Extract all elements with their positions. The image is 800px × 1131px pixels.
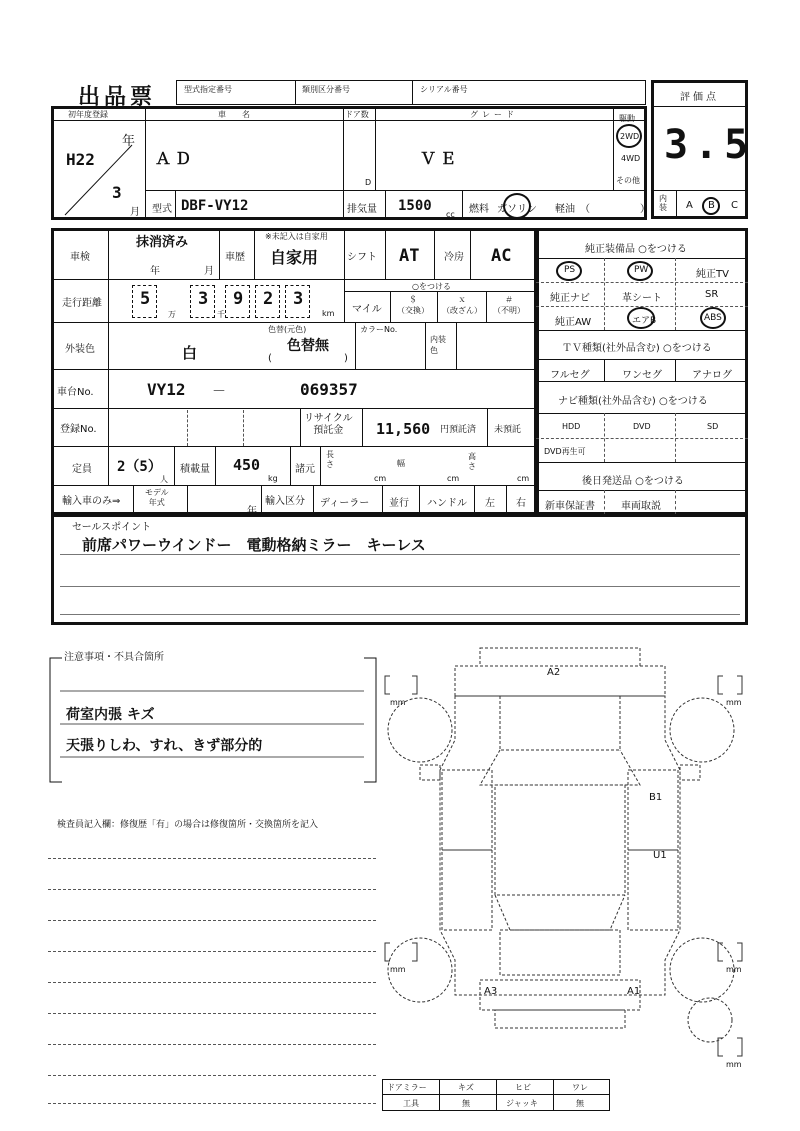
later-title: 後日発送品 ○をつける <box>582 476 684 487</box>
capacity-label: 定員 <box>72 464 92 475</box>
car-name-label: 車 名 <box>218 110 250 119</box>
mark-a3: A3 <box>484 986 498 997</box>
odo-unknown: ＃ （不明） <box>493 295 525 315</box>
drive-other: その他 <box>616 176 640 185</box>
width-label: 幅 <box>397 459 405 468</box>
mileage-digit-4: 2 <box>263 289 274 309</box>
capacity-value: 2（5） <box>117 459 162 475</box>
inspector-lines <box>48 855 378 1105</box>
equipment-title: 純正装備品 ○をつける <box>585 244 687 255</box>
mileage-digit-2: 3 <box>198 289 209 309</box>
equip-ps-circle <box>556 261 582 281</box>
month-unit: 月 <box>130 207 140 218</box>
navi-hdd: HDD <box>562 422 581 431</box>
cc-unit: cc <box>446 210 455 219</box>
tv-oneseg: ワンセグ <box>622 370 662 381</box>
mileage-digits <box>110 281 342 321</box>
serial-label: シリアル番号 <box>420 85 468 94</box>
mileage-digit-5: 3 <box>293 289 304 309</box>
int-color-label: 内装 色 <box>430 335 446 355</box>
dims-label: 諸元 <box>295 464 315 475</box>
drive-4wd: 4WD <box>621 154 641 163</box>
mark-b1: B1 <box>649 792 663 803</box>
import-cat-label: 輸入区分 <box>265 496 305 507</box>
shift-value: AT <box>399 246 420 266</box>
year-unit: 年 <box>122 134 136 149</box>
date-slash <box>60 140 140 220</box>
model-type: DBF-VY12 <box>181 198 249 214</box>
sales-text: 前席パワーウインドー 電動格納ミラー キーレス <box>82 536 426 554</box>
odo-mile: マイル <box>352 304 382 315</box>
equip-abs-circle <box>700 307 726 329</box>
height-label: 高 さ <box>468 452 476 471</box>
inspection-month-unit: 月 <box>204 266 214 277</box>
notes-line1: 荷室内張 キズ <box>66 707 155 723</box>
inspection-value: 抹消済み <box>136 235 189 250</box>
doors-label: ドア数 <box>345 110 369 119</box>
handle-right: 右 <box>516 498 526 509</box>
model-year-label: モデル 年式 <box>145 488 169 507</box>
door-d: D <box>365 178 372 187</box>
recycle-not: 未預託 <box>494 425 522 435</box>
chassis-label: 車台No. <box>57 387 94 398</box>
later-warranty: 新車保証書 <box>545 501 595 512</box>
color-change-value: 色替無 <box>287 338 329 354</box>
mileage-digit-3: 9 <box>233 289 244 309</box>
navi-sd: SD <box>707 422 719 431</box>
model-type-label: 型式 <box>152 204 172 215</box>
mm-spare: mm <box>726 1060 742 1069</box>
ext-color-label: 外装色 <box>65 344 95 355</box>
shift-label: シフト <box>347 252 377 263</box>
width-cm: cm <box>447 474 460 483</box>
import-parallel: 並行 <box>389 498 409 509</box>
interior-label: 内装 <box>659 194 667 212</box>
inspector-label: 検査員記入欄：修復歴「有」の場合は修復箇所・交換箇所を記入 <box>57 820 319 830</box>
displacement: 1500 <box>398 198 432 214</box>
grade-value: ＶＥ <box>420 149 461 168</box>
legend-r1: 工具 <box>403 1099 419 1108</box>
equip-abs: ABS <box>704 313 722 323</box>
reg-no-label: 登録No. <box>60 424 97 435</box>
load-label: 積載量 <box>180 464 210 475</box>
mark-a2: A2 <box>547 667 561 678</box>
length-cm: cm <box>374 474 387 483</box>
legend-h2: キズ <box>458 1083 474 1092</box>
sales-point-box <box>51 514 748 625</box>
recycle-value: 11,560 <box>376 420 431 438</box>
legend-r4: 無 <box>576 1099 584 1108</box>
inspection-year-unit: 年 <box>150 266 160 277</box>
mm-front-left: mm <box>390 698 406 707</box>
odo-circle-note: ○をつける <box>412 282 451 291</box>
fuel-diesel: 軽油 <box>555 204 575 215</box>
legend-h3: ヒビ <box>515 1083 531 1092</box>
chassis-no: 069357 <box>300 380 358 399</box>
history-label: 車歴 <box>225 252 245 263</box>
tv-analog: アナログ <box>692 370 732 381</box>
fuel-circle <box>503 193 531 219</box>
mm-rear-right: mm <box>726 965 742 974</box>
tv-title: ＴＶ種類(社外品含む) ○をつける <box>562 343 712 354</box>
legend-r3: ジャッキ <box>506 1099 538 1108</box>
notes-label: 注意事項・不具合箇所 <box>64 652 164 663</box>
category-label: 類別区分番号 <box>302 85 350 94</box>
inspection-label: 車検 <box>70 252 90 263</box>
first-reg-label: 初年度登録 <box>68 110 108 119</box>
equip-navi: 純正ナビ <box>550 293 590 304</box>
drive-2wd: 2WD <box>620 132 640 141</box>
color-no-label: カラーNo. <box>360 325 398 334</box>
car-name: ＡＤ <box>155 149 196 168</box>
first-reg-era: H22 <box>66 150 95 169</box>
chassis-dash: － <box>212 384 226 400</box>
import-dealer: ディーラー <box>320 498 370 509</box>
recycle-label: リサイクル 預託金 <box>304 413 353 436</box>
ac-value: AC <box>491 246 512 266</box>
height-cm: cm <box>517 474 530 483</box>
mm-rear-left: mm <box>390 965 406 974</box>
legend-r2: 無 <box>462 1099 470 1108</box>
mm-front-right: mm <box>726 698 742 707</box>
mark-a1: A1 <box>627 986 641 997</box>
km-unit: km <box>322 309 335 318</box>
equip-pw-circle <box>627 261 653 281</box>
navi-dvd-play: DVD再生可 <box>544 447 586 456</box>
drive-2wd-circle <box>616 124 642 148</box>
handle-left: 左 <box>485 498 495 509</box>
code-header-box <box>176 80 646 105</box>
load-unit: kg <box>268 474 278 483</box>
interior-a: A <box>686 200 693 211</box>
legend-h1: ドアミラー <box>387 1083 427 1092</box>
ac-label: 冷房 <box>444 252 464 263</box>
mileage-label: 走行距離 <box>62 298 102 309</box>
first-reg-month: 3 <box>112 183 122 202</box>
form-title: 出品票 <box>78 85 157 110</box>
length-label: 長 さ <box>326 450 334 469</box>
odo-tampered: ｘ （改ざん） <box>442 295 482 315</box>
load-value: 450 <box>233 456 261 474</box>
history-note: ※未記入は自家用 <box>265 232 328 241</box>
later-manual: 車両取説 <box>621 501 661 512</box>
handle-label: ハンドル <box>427 498 467 509</box>
eval-label: 評価点 <box>680 92 719 103</box>
interior-c: C <box>731 200 738 211</box>
model-year-unit: 年 <box>247 506 257 517</box>
equip-leather: 革シート <box>622 293 662 304</box>
legend-h4: ワレ <box>572 1083 588 1092</box>
mark-u1: U1 <box>653 850 667 861</box>
sen-unit: 千 <box>217 310 225 319</box>
fuel-gasoline: ガソリン <box>497 204 537 215</box>
recycle-done: 円預託済 <box>440 425 477 435</box>
equip-airbag: エアB <box>632 316 657 326</box>
color-change-label: 色替(元色) <box>268 325 307 334</box>
sales-label: セールスポイント <box>72 522 152 533</box>
equip-tv: 純正TV <box>696 269 729 280</box>
fuel-paren: （ ） <box>580 204 650 215</box>
ext-color: 白 <box>182 344 198 362</box>
mileage-digit-1: 5 <box>140 289 151 309</box>
navi-title: ナビ種類(社外品含む) ○をつける <box>558 396 708 407</box>
chassis-prefix: VY12 <box>147 380 186 399</box>
displacement-label: 排気量 <box>347 204 377 215</box>
odo-exchange: ＄ （交換） <box>397 295 429 315</box>
tv-fullseg: フルセグ <box>550 370 590 381</box>
interior-b-circle <box>702 197 720 215</box>
equip-sr: SR <box>705 289 719 300</box>
notes-line2: 天張りしわ、すれ、きず部分的 <box>66 738 263 754</box>
import-label: 輸入車のみ⇒ <box>62 496 121 507</box>
grade-label: グレード <box>470 110 518 119</box>
history-value: 自家用 <box>270 248 319 267</box>
eval-score: 3.5 <box>664 122 755 168</box>
man-unit: 万 <box>168 310 176 319</box>
navi-dvd: DVD <box>633 422 651 431</box>
equip-airbag-circle <box>627 307 655 329</box>
interior-b: B <box>708 200 715 211</box>
capacity-unit: 人 <box>160 475 168 484</box>
model-code-label: 型式指定番号 <box>184 85 232 94</box>
drive-label: 駆動 <box>619 114 635 123</box>
equip-aw: 純正AW <box>555 317 592 328</box>
equip-ps: PS <box>564 265 576 275</box>
equip-pw: PW <box>634 265 649 275</box>
car-diagram <box>380 640 750 1080</box>
fuel-label: 燃料 <box>469 204 489 215</box>
